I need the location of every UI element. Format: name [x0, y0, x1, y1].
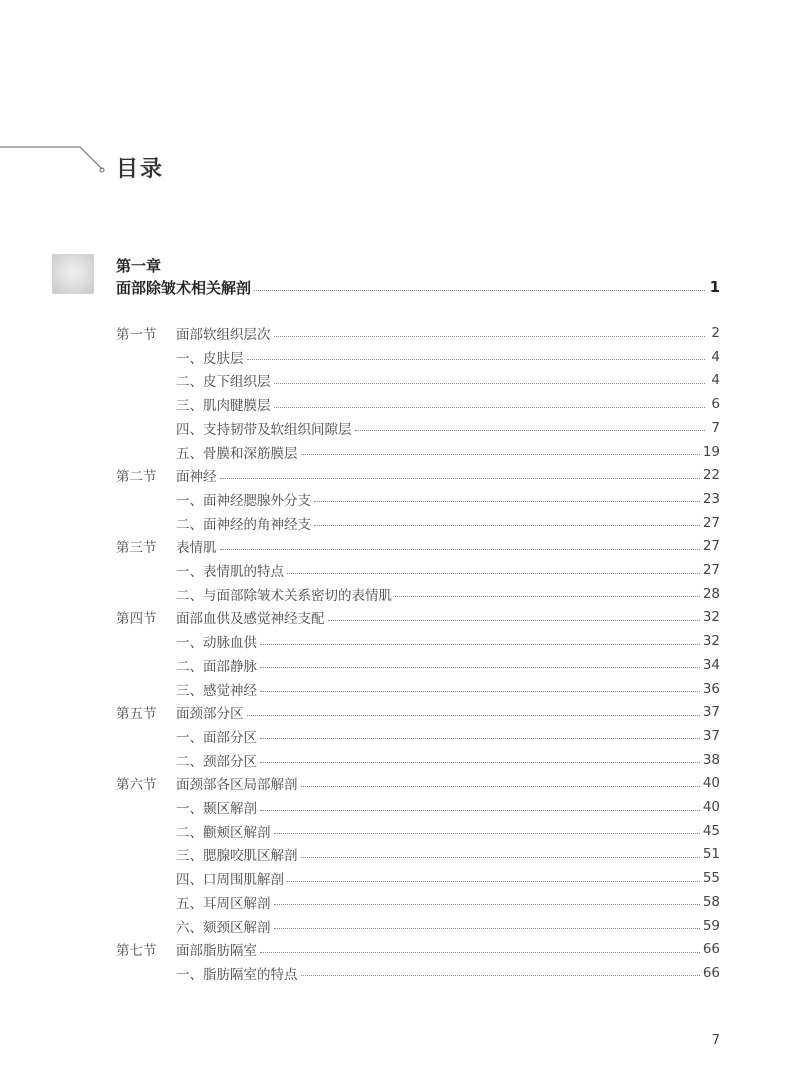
toc-entry[interactable]	[0, 702, 800, 722]
toc-entry[interactable]	[0, 584, 800, 604]
entry-page-number: 7	[711, 419, 720, 436]
dot-leader	[287, 573, 700, 574]
subsection-title: 三、腮腺咬肌区解剖	[176, 848, 298, 865]
dot-leader	[254, 290, 705, 291]
section-number: 第一节	[116, 327, 157, 343]
subsection-title: 五、骨膜和深筋膜层	[176, 445, 298, 462]
subsection-title: 二、面神经的角神经支	[176, 516, 311, 533]
toc-entry[interactable]	[0, 726, 800, 746]
dot-leader	[220, 549, 700, 550]
toc-entry[interactable]	[0, 370, 800, 390]
toc-entry[interactable]	[0, 797, 800, 817]
dot-leader	[328, 620, 700, 621]
entry-page-number: 51	[702, 846, 720, 863]
toc-entry[interactable]	[0, 442, 800, 462]
entry-page-number: 55	[702, 870, 720, 887]
subsection-title: 五、耳周区解剖	[176, 895, 271, 912]
dot-leader	[260, 810, 700, 811]
dot-leader	[260, 762, 700, 763]
page-number: 7	[711, 1033, 720, 1048]
section-title: 面部血供及感觉神经支配	[176, 611, 325, 628]
entry-page-number: 2	[711, 325, 720, 341]
entry-page-number: 36	[702, 680, 720, 697]
entry-page-number: 28	[702, 585, 720, 602]
dot-leader	[301, 454, 700, 455]
section-number: 第四节	[116, 611, 157, 628]
dot-leader	[274, 833, 700, 834]
subsection-title: 四、口周围肌解剖	[176, 872, 284, 889]
dot-leader	[301, 786, 700, 787]
toc-entry[interactable]	[0, 489, 800, 509]
dot-leader	[274, 336, 706, 337]
entry-page-number: 59	[702, 917, 720, 934]
section-title: 面部软组织层次	[176, 327, 271, 343]
toc-entry[interactable]	[0, 679, 800, 699]
dot-leader	[247, 715, 700, 716]
toc-entry[interactable]	[0, 394, 800, 414]
subsection-title: 二、颧颊区解剖	[176, 824, 271, 841]
entry-page-number: 32	[702, 609, 720, 626]
section-title: 面颈部分区	[176, 706, 244, 723]
entry-page-number: 27	[702, 538, 720, 555]
toc-entry[interactable]	[0, 655, 800, 675]
entry-page-number: 27	[702, 562, 720, 578]
dot-leader	[260, 644, 700, 645]
subsection-title: 一、面部分区	[176, 729, 257, 746]
chapter-page-number: 1	[709, 278, 720, 296]
entry-page-number: 22	[702, 467, 720, 484]
subsection-title: 二、皮下组织层	[176, 374, 271, 391]
dot-leader	[274, 904, 700, 905]
dot-leader	[395, 596, 700, 597]
entry-page-number: 37	[702, 704, 720, 721]
section-number: 第二节	[116, 469, 157, 486]
toc-entry[interactable]	[0, 750, 800, 770]
toc-entry[interactable]	[0, 963, 800, 983]
toc-entry[interactable]	[0, 821, 800, 841]
subsection-title: 一、颞区解剖	[176, 801, 257, 817]
entry-page-number: 4	[711, 348, 720, 365]
section-number: 第五节	[116, 706, 157, 723]
subsection-title: 一、皮肤层	[176, 350, 244, 367]
toc-entry[interactable]	[0, 323, 800, 343]
entry-page-number: 37	[702, 727, 720, 744]
dot-leader	[355, 430, 706, 431]
subsection-title: 二、颈部分区	[176, 753, 257, 770]
section-number: 第三节	[116, 540, 157, 557]
section-title: 面神经	[176, 469, 217, 486]
title-decoration-line	[0, 0, 120, 180]
entry-page-number: 32	[702, 633, 720, 650]
entry-page-number: 6	[711, 396, 720, 413]
subsection-title: 三、感觉神经	[176, 682, 257, 699]
subsection-title: 四、支持韧带及软组织间隙层	[176, 421, 352, 438]
entry-page-number: 19	[702, 443, 720, 460]
dot-leader	[274, 928, 700, 929]
toc-entry[interactable]	[0, 465, 800, 485]
toc-entry[interactable]	[0, 868, 800, 888]
toc-entry[interactable]	[0, 536, 800, 556]
subsection-title: 二、与面部除皱术关系密切的表情肌	[176, 587, 392, 604]
entry-page-number: 66	[702, 941, 720, 958]
toc-entry[interactable]	[0, 631, 800, 651]
dot-leader	[287, 881, 700, 882]
toc-entry[interactable]	[0, 939, 800, 959]
dot-leader	[260, 738, 700, 739]
dot-leader	[260, 691, 700, 692]
entry-page-number: 66	[702, 964, 720, 981]
toc-entry[interactable]	[0, 844, 800, 864]
entry-page-number: 34	[702, 656, 720, 673]
toc-entry[interactable]	[0, 607, 800, 627]
entry-page-number: 45	[702, 822, 720, 839]
chapter-label: 第一章	[116, 257, 162, 275]
subsection-title: 一、面神经腮腺外分支	[176, 492, 311, 509]
entry-page-number: 4	[711, 372, 720, 389]
subsection-title: 一、动脉血供	[176, 635, 257, 652]
toc-entry[interactable]	[0, 560, 800, 580]
subsection-title: 一、脂肪隔室的特点	[176, 966, 298, 983]
dot-leader	[274, 383, 706, 384]
dot-leader	[301, 975, 700, 976]
dot-leader	[301, 857, 700, 858]
section-title: 面颈部各区局部解剖	[176, 777, 298, 794]
dot-leader	[314, 525, 700, 526]
toc-entry[interactable]	[0, 513, 800, 533]
entry-page-number: 40	[702, 775, 720, 792]
toc-entry[interactable]	[0, 418, 800, 438]
entry-page-number: 23	[702, 490, 720, 507]
dot-leader	[260, 667, 700, 668]
entry-page-number: 58	[702, 893, 720, 910]
dot-leader	[314, 501, 700, 502]
toc-entry[interactable]	[0, 347, 800, 367]
subsection-title: 二、面部静脉	[176, 658, 257, 675]
dot-leader	[247, 359, 706, 360]
section-title: 表情肌	[176, 540, 217, 557]
entry-page-number: 40	[702, 799, 720, 815]
chapter-entry[interactable]	[0, 277, 800, 297]
entry-page-number: 38	[702, 751, 720, 768]
toc-entry[interactable]	[0, 916, 800, 936]
dot-leader	[260, 952, 700, 953]
dot-leader	[220, 478, 700, 479]
toc-entry[interactable]	[0, 892, 800, 912]
subsection-title: 六、颏颈区解剖	[176, 919, 271, 936]
subsection-title: 一、表情肌的特点	[176, 564, 284, 580]
chapter-title: 面部除皱术相关解剖	[116, 278, 252, 297]
entry-page-number: 27	[702, 514, 720, 531]
subsection-title: 三、肌肉腱膜层	[176, 398, 271, 415]
section-number: 第七节	[116, 943, 157, 960]
section-title: 面部脂肪隔室	[176, 943, 257, 960]
dot-leader	[274, 407, 706, 408]
page-title: 目录	[116, 157, 165, 182]
toc-entry[interactable]	[0, 773, 800, 793]
section-number: 第六节	[116, 777, 157, 794]
